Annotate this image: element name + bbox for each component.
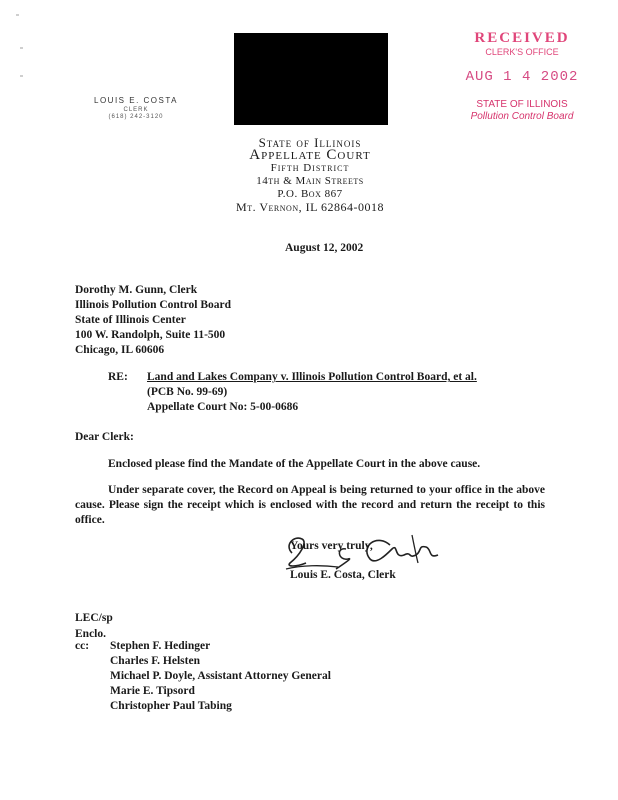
- letter-date: August 12, 2002: [285, 242, 364, 254]
- margin-speck: [20, 47, 23, 49]
- addressee-line: Illinois Pollution Control Board: [75, 299, 232, 311]
- clerk-title: CLERK: [123, 107, 149, 113]
- clerk-phone: (618) 242-3120: [108, 114, 164, 120]
- re-case-title: Land and Lakes Company v. Illinois Pollution Control Board, et al.: [147, 371, 477, 383]
- re-block: [147, 370, 477, 415]
- re-pcb-number: (PCB No. 99-69): [147, 386, 228, 398]
- paragraph-record: [75, 483, 545, 528]
- salutation: Dear Clerk:: [75, 431, 134, 443]
- closing: Yours very truly,: [290, 540, 373, 552]
- cc-recipient: Michael P. Doyle, Assistant Attorney General: [110, 670, 331, 682]
- received-stamp: [452, 30, 592, 122]
- addressee-line: Chicago, IL 60606: [75, 344, 165, 356]
- clerk-block: [86, 96, 186, 120]
- cc-list: [110, 639, 331, 714]
- letterhead-city: Mt. Vernon, IL 62864-0018: [236, 200, 384, 214]
- addressee-line: State of Illinois Center: [75, 314, 186, 326]
- re-appellate-number: Appellate Court No: 5-00-0686: [147, 401, 299, 413]
- paragraph-record-text: Under separate cover, the Record on Appeal is being returned to your office in the above cause. Please sign the receipt which is enclosed with the record and return the receipt to this office.: [75, 484, 545, 526]
- letterhead-court: Appellate Court: [249, 147, 371, 163]
- re-label: RE:: [108, 371, 128, 383]
- letterhead: [180, 136, 440, 214]
- letterhead-state: State of Illinois: [258, 135, 362, 150]
- redacted-block: [234, 33, 388, 125]
- stamp-board: Pollution Control Board: [470, 111, 574, 122]
- paragraph-enclosed: Enclosed please find the Mandate of the Appellate Court in the above cause.: [108, 458, 481, 470]
- letterhead-district: Fifth District: [270, 162, 350, 174]
- enclosure-note: Enclo.: [75, 628, 106, 640]
- margin-speck: [20, 75, 23, 77]
- cc-recipient: Charles F. Helsten: [110, 655, 200, 667]
- margin-speck: [16, 14, 19, 16]
- signer-name: Louis E. Costa, Clerk: [290, 569, 396, 581]
- cc-recipient: Christopher Paul Tabing: [110, 700, 232, 712]
- addressee-line: Dorothy M. Gunn, Clerk: [75, 284, 198, 296]
- initials: LEC/sp: [75, 612, 113, 624]
- clerk-name: LOUIS E. COSTA: [94, 96, 178, 105]
- addressee-block: [75, 283, 231, 358]
- stamp-received: RECEIVED: [474, 30, 570, 46]
- cc-label: cc:: [75, 640, 90, 652]
- cc-recipient: Marie E. Tipsord: [110, 685, 195, 697]
- letterhead-pobox: P.O. Box 867: [277, 188, 343, 200]
- stamp-date: AUG 1 4 2002: [465, 69, 579, 85]
- stamp-state: STATE OF ILLINOIS: [476, 99, 568, 110]
- cc-recipient: Stephen F. Hedinger: [110, 640, 211, 652]
- stamp-office: CLERK'S OFFICE: [485, 47, 559, 57]
- addressee-line: 100 W. Randolph, Suite 11-500: [75, 329, 226, 341]
- letterhead-street: 14th & Main Streets: [256, 175, 364, 187]
